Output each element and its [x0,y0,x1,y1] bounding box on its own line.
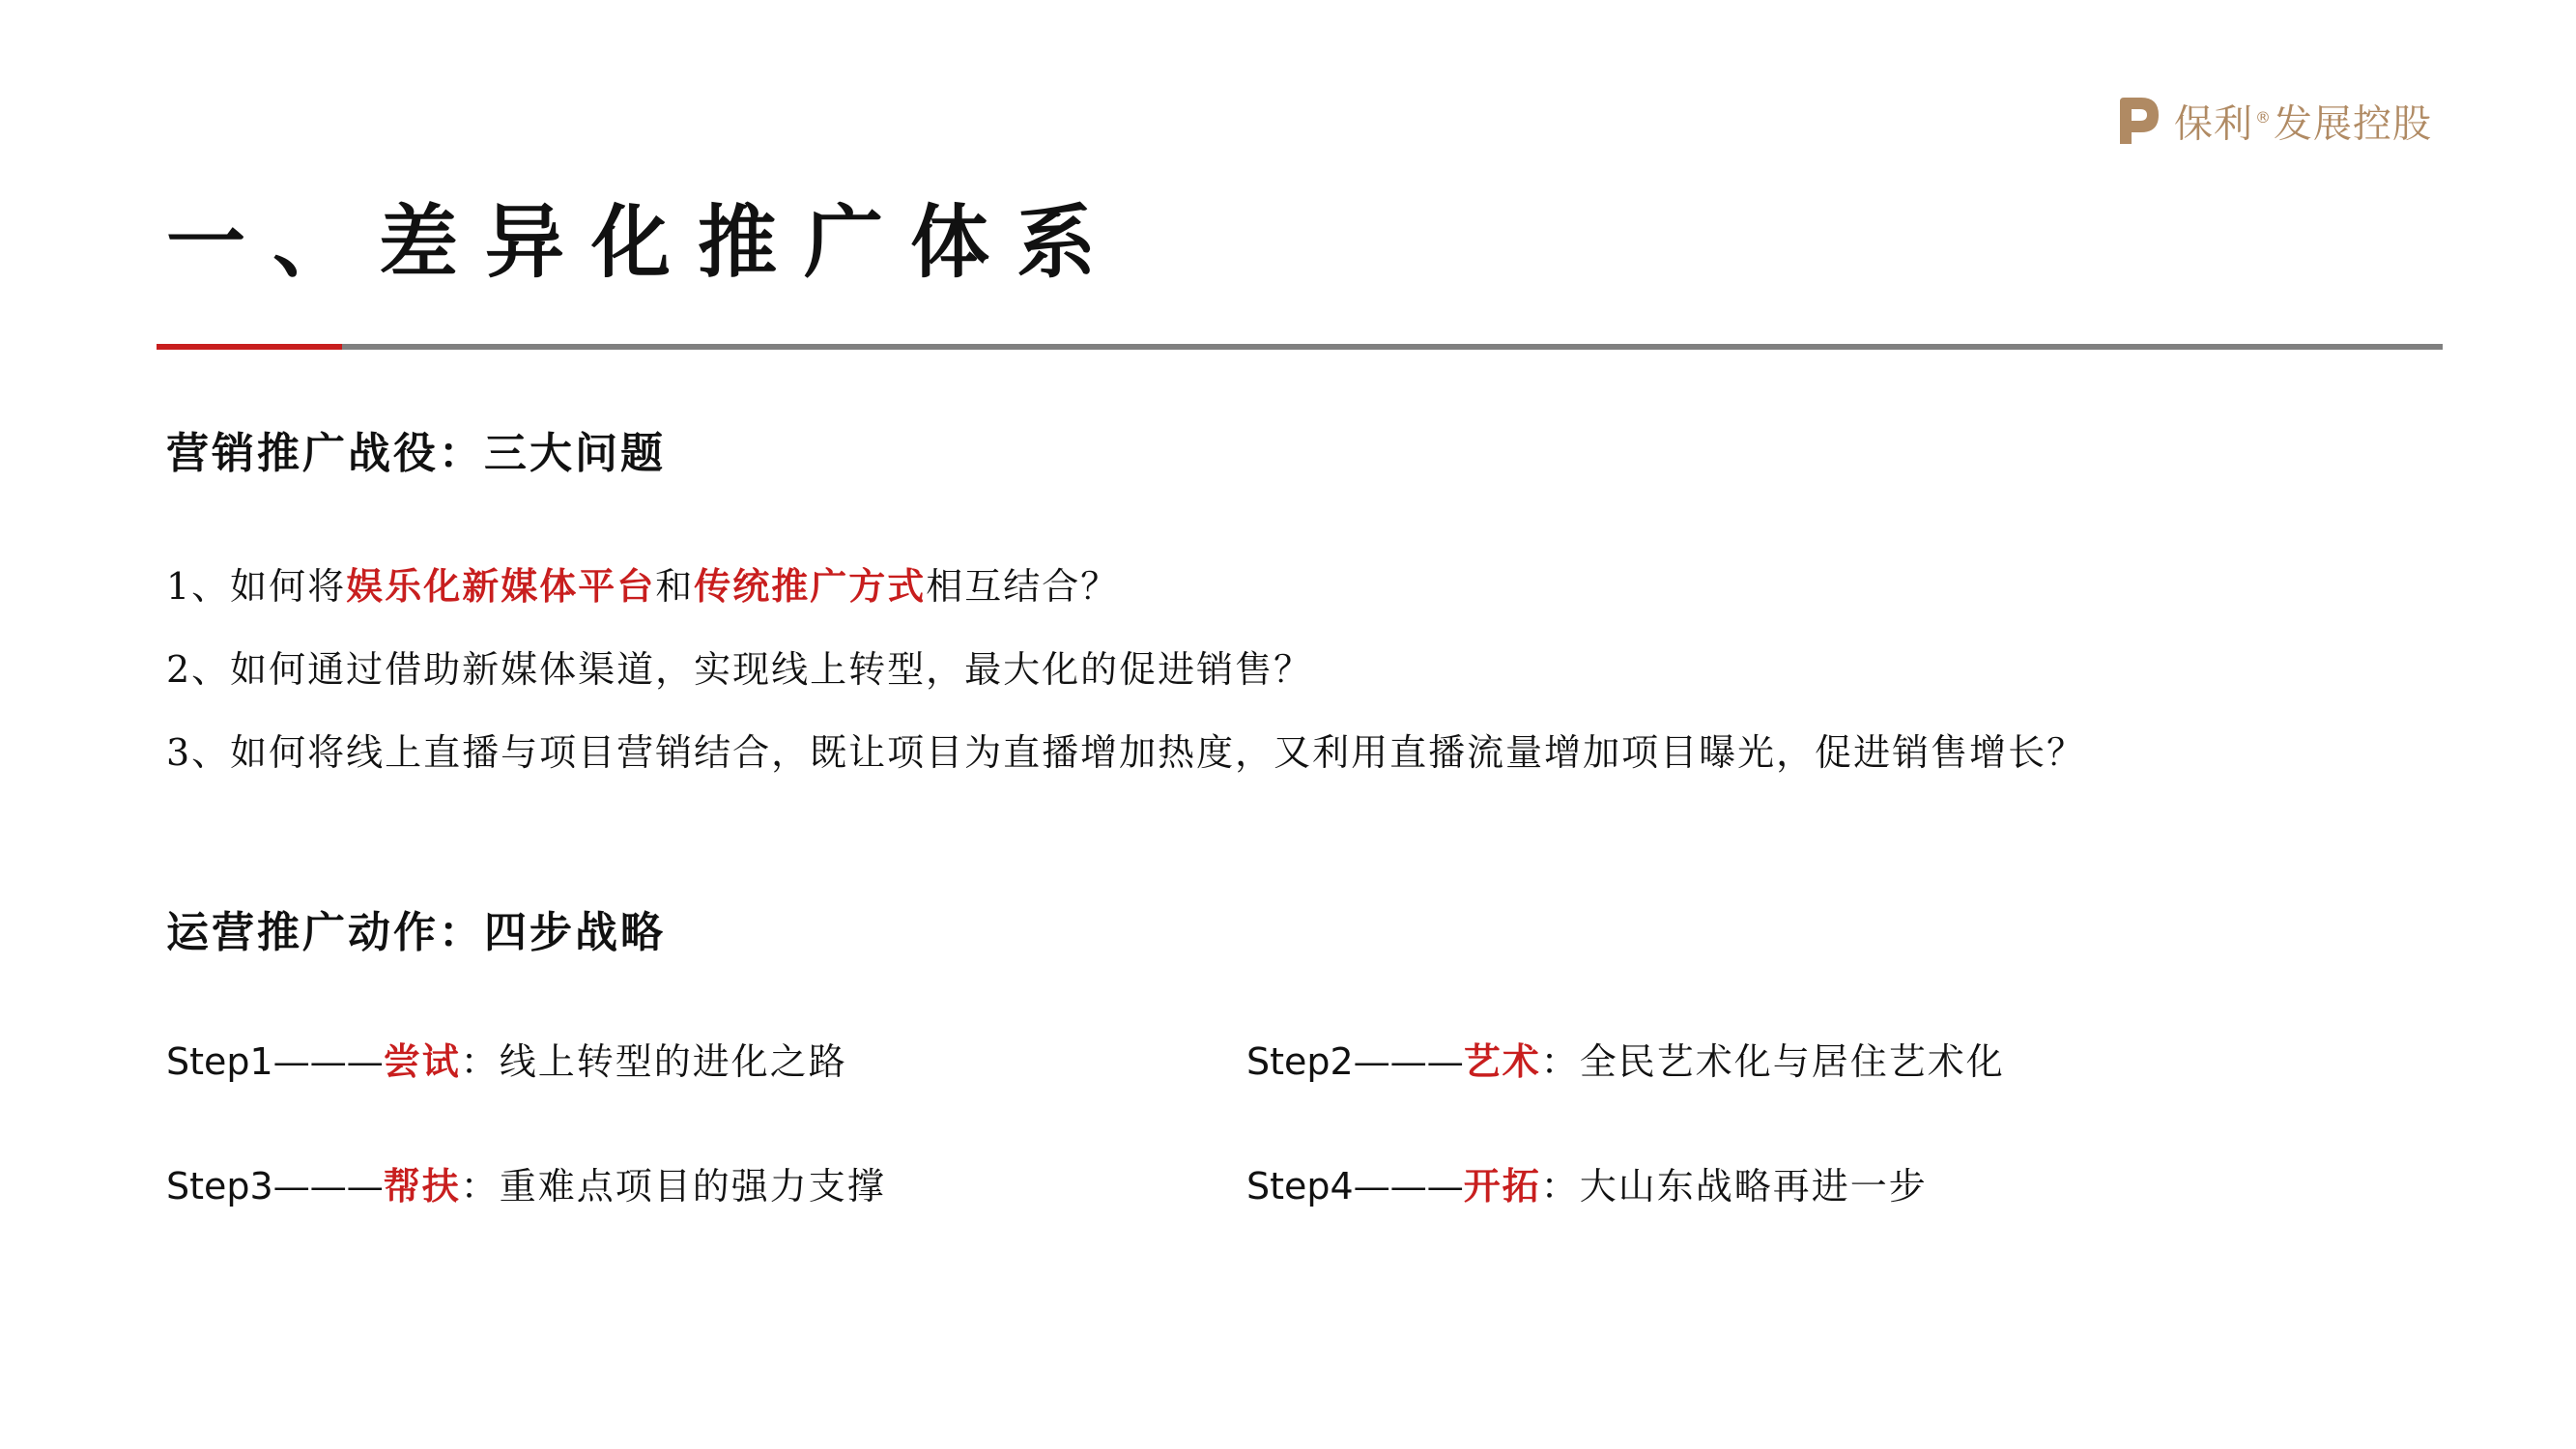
step-description: ：线上转型的进化之路 [460,1040,847,1083]
step-description: ：大山东战略再进一步 [1540,1165,1928,1208]
section-heading-strategy: 运营推广动作：四步战略 [166,908,666,957]
step-separator: ——— [1353,1040,1464,1083]
company-logo [2116,95,2432,147]
section-heading-problems: 营销推广战役：三大问题 [166,429,666,478]
title-divider-accent [157,344,342,350]
logo-name: 发展控股 [2274,101,2432,147]
step-item [1246,1160,1928,1212]
step-separator: ——— [272,1040,384,1083]
step-description: ：全民艺术化与居住艺术化 [1540,1040,2005,1083]
question-item [166,560,1119,612]
step-label: Step1 [166,1040,273,1083]
question-item [166,726,2085,779]
step-separator: ——— [272,1165,384,1208]
step-item [166,1036,847,1088]
question-text: 2、如何通过借助新媒体渠道，实现线上转型，最大化的促进销售？ [166,648,1313,691]
step-keyword: 尝试 [383,1039,461,1083]
logo-brand: 保利 [2174,101,2253,147]
page-title: 一、差异化推广体系 [166,196,1124,289]
logo-text [2174,93,2432,149]
step-keyword: 帮扶 [383,1164,461,1208]
step-separator: ——— [1353,1165,1464,1208]
step-description: ：重难点项目的强力支撑 [460,1165,886,1208]
step-keyword: 艺术 [1463,1039,1541,1083]
question-text: 1、如何将 [166,565,347,608]
question-highlight: 传统推广方式 [694,564,927,608]
question-item [166,643,1312,696]
step-keyword: 开拓 [1463,1164,1541,1208]
step-label: Step2 [1246,1040,1354,1083]
poly-logo-icon [2116,96,2161,146]
question-highlight: 娱乐化新媒体平台 [346,564,656,608]
step-item [1246,1036,2005,1088]
logo-registered-mark: ® [2255,107,2272,127]
question-text: 和 [655,565,695,608]
step-label: Step4 [1246,1165,1354,1208]
question-text: 3、如何将线上直播与项目营销结合，既让项目为直播增加热度，又利用直播流量增加项目曝光，促进销售增长？ [166,731,2086,774]
title-divider [157,344,2443,350]
step-item [166,1160,886,1212]
step-label: Step3 [166,1165,273,1208]
question-text: 相互结合？ [926,565,1120,608]
